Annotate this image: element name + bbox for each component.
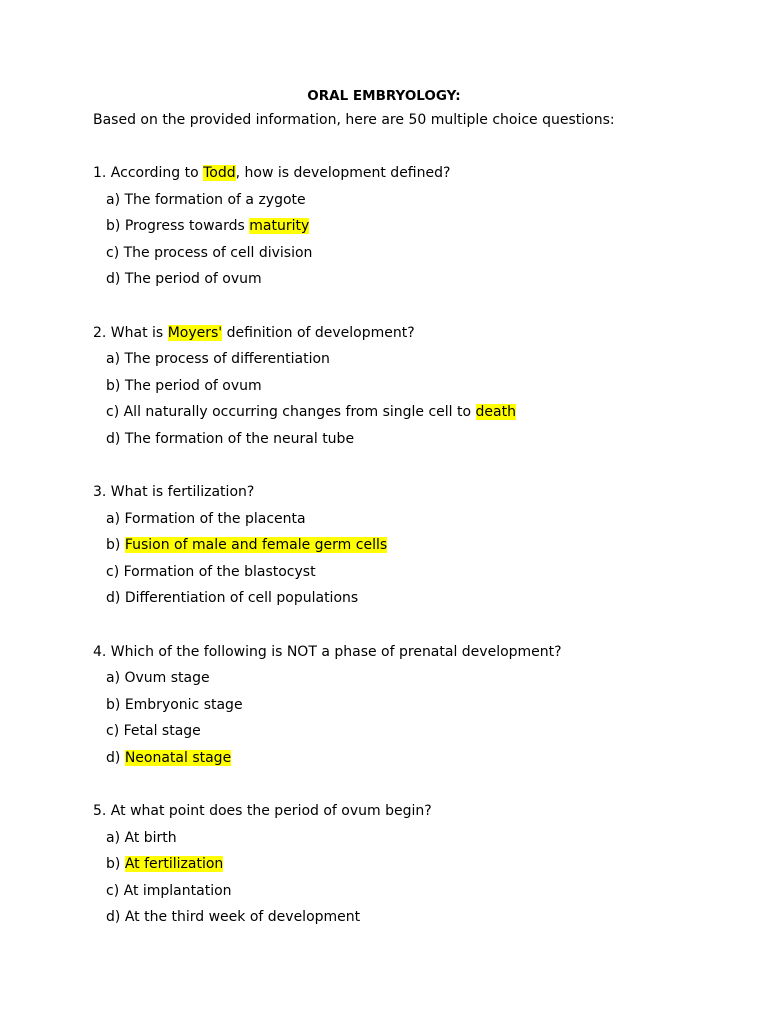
option-a	[93, 825, 768, 852]
option-prefix: d)	[106, 749, 125, 766]
option-text: The period of ovum	[124, 271, 262, 287]
option-highlight: Fusion of male and female germ cells	[124, 537, 388, 553]
stem-text-after: definition of development?	[222, 324, 415, 341]
option-text: At birth	[124, 829, 177, 846]
option-b	[93, 213, 768, 240]
option-prefix: c)	[106, 404, 124, 420]
intro-text: Based on the provided information, here are 50 multiple choice questions:	[93, 112, 615, 128]
question-stem	[93, 320, 768, 347]
option-b	[93, 851, 768, 878]
option-c	[93, 718, 768, 745]
option-prefix: c)	[106, 723, 124, 739]
option-prefix: c)	[106, 882, 124, 899]
option-prefix: c)	[106, 244, 124, 261]
option-prefix: b)	[106, 218, 125, 234]
stem-text: 1. According to	[93, 165, 204, 181]
option-highlight: At fertilization	[124, 856, 224, 872]
option-prefix: a)	[106, 510, 125, 527]
option-a	[93, 506, 768, 533]
option-prefix: d)	[106, 590, 125, 606]
option-prefix: d)	[106, 909, 125, 925]
option-a	[93, 187, 768, 214]
option-a	[93, 346, 768, 373]
stem-text: 5. At what point does the period of ovum begin?	[93, 803, 432, 819]
question-stem	[93, 479, 768, 506]
option-prefix: c)	[106, 563, 124, 580]
option-d	[93, 426, 768, 453]
question-stem	[93, 160, 768, 187]
option-text: Fetal stage	[123, 723, 201, 739]
stem-highlight: Moyers'	[167, 324, 223, 341]
option-highlight: death	[475, 404, 516, 420]
stem-highlight: Todd	[203, 165, 236, 181]
question-5	[93, 798, 768, 931]
option-c	[93, 399, 768, 426]
stem-text-after: , how is development defined?	[235, 165, 451, 181]
option-text: The period of ovum	[124, 377, 262, 394]
option-text: Embryonic stage	[124, 696, 243, 713]
option-prefix: b)	[106, 377, 125, 394]
option-d	[93, 266, 768, 293]
stem-text: 2. What is	[93, 324, 168, 341]
option-text: At implantation	[123, 882, 232, 899]
option-text: Differentiation of cell populations	[124, 590, 359, 606]
option-text: Ovum stage	[124, 670, 210, 686]
option-c	[93, 240, 768, 267]
stem-text: 4. Which of the following is NOT a phase of prenatal development?	[93, 643, 562, 660]
option-text: Progress towards	[124, 218, 250, 234]
option-prefix: a)	[106, 351, 125, 367]
option-prefix: d)	[106, 271, 125, 287]
option-prefix: a)	[106, 829, 125, 846]
option-b	[93, 373, 768, 400]
question-4	[93, 639, 768, 772]
option-a	[93, 665, 768, 692]
question-stem	[93, 798, 768, 825]
question-3	[93, 479, 768, 612]
option-text: The process of differentiation	[124, 351, 330, 367]
option-prefix: d)	[106, 430, 125, 447]
option-text: All naturally occurring changes from single cell to	[123, 404, 476, 420]
question-stem	[93, 639, 768, 666]
question-1	[93, 160, 768, 293]
option-text: Formation of the blastocyst	[123, 563, 316, 580]
option-prefix: b)	[106, 696, 125, 713]
option-prefix: b)	[106, 537, 125, 553]
option-prefix: b)	[106, 856, 125, 872]
question-2	[93, 320, 768, 453]
option-b	[93, 692, 768, 719]
option-text: Formation of the placenta	[124, 510, 306, 527]
option-text: At the third week of development	[124, 909, 361, 925]
option-prefix: a)	[106, 191, 125, 208]
stem-text: 3. What is fertilization?	[93, 484, 255, 500]
document-title: ORAL EMBRYOLOGY:	[307, 88, 461, 104]
option-b	[93, 532, 768, 559]
option-text: The formation of a zygote	[124, 191, 306, 208]
option-highlight: maturity	[249, 218, 310, 234]
option-prefix: a)	[106, 670, 125, 686]
option-text: The formation of the neural tube	[124, 430, 355, 447]
option-d	[93, 585, 768, 612]
option-d	[93, 745, 768, 772]
option-c	[93, 559, 768, 586]
option-d	[93, 904, 768, 931]
option-highlight: Neonatal stage	[124, 749, 232, 766]
option-c	[93, 878, 768, 905]
option-text: The process of cell division	[123, 244, 313, 261]
